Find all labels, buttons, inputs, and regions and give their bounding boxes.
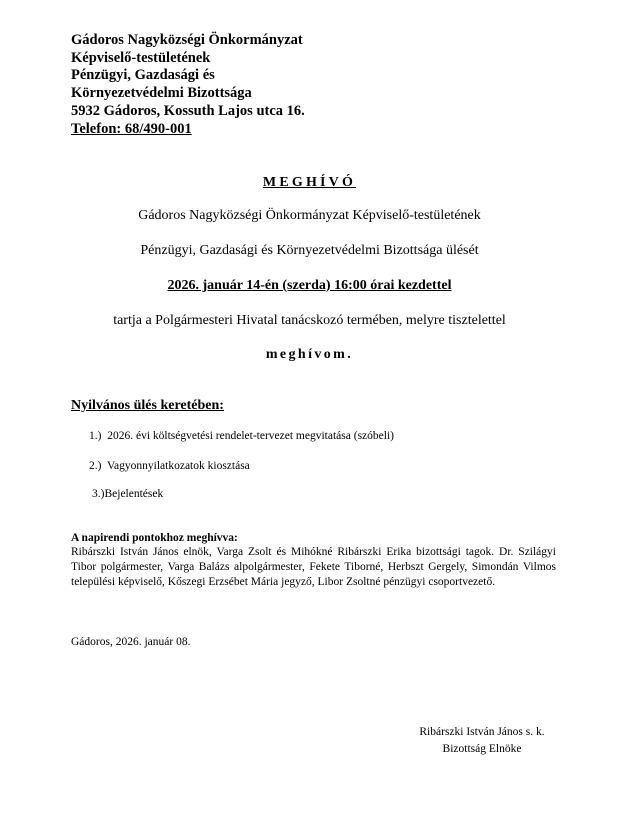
agenda-item-text: Bejelentések xyxy=(104,488,164,500)
letterhead-line-2: Képviselő-testületének xyxy=(71,49,211,66)
closing-word: meghívom. xyxy=(265,347,354,362)
agenda-item xyxy=(89,430,394,442)
letterhead-address: 5932 Gádoros, Kossuth Lajos utca 16. xyxy=(71,102,305,119)
agenda-item xyxy=(92,488,163,500)
place-date: Gádoros, 2026. január 08. xyxy=(71,636,191,648)
body-line-2: Pénzügyi, Gazdasági és Környezetvédelmi Bizottsága ülését xyxy=(140,243,479,258)
letterhead-line-3: Pénzügyi, Gazdasági és xyxy=(71,67,215,84)
letterhead-line-4: Környezetvédelmi Bizottsága xyxy=(71,85,252,102)
meeting-datetime: 2026. január 14-én (szerda) 16:00 órai kezdettel xyxy=(167,278,452,293)
agenda-item xyxy=(89,460,250,472)
invited-heading: A napirendi pontokhoz meghívva: xyxy=(71,532,238,544)
document-title: MEGHÍVÓ xyxy=(262,175,357,190)
section-title: Nyilvános ülés keretében: xyxy=(71,398,224,413)
agenda-item-number: 1.) xyxy=(89,430,102,442)
body-line-4: tartja a Polgármesteri Hivatal tanácskozó termében, melyre tisztelettel xyxy=(113,313,506,328)
signature-block xyxy=(392,724,572,758)
signatory-role: Bizottság Elnöke xyxy=(442,743,522,755)
agenda-item-text: Vagyonnyilatkozatok kiosztása xyxy=(107,460,250,472)
signatory-name: Ribárszki István János s. k. xyxy=(419,726,545,738)
body-line-1: Gádoros Nagyközségi Önkormányzat Képviselő-testületének xyxy=(138,208,481,223)
letterhead xyxy=(71,32,431,138)
letterhead-line-1: Gádoros Nagyközségi Önkormányzat xyxy=(71,32,303,48)
invited-list: Ribárszki István János elnök, Varga Zsolt és Mihókné Ribárszki Erika bizottsági tagok. Dr. Szilágyi Tibor polgármester, Varga Balázs alpolgármester, Fekete Tiborné, Herbszt Gergely, Simondán Vilmos települési képviselő, Kőszegi Erzsébet Mária jegyző, Libor Zsoltné pénzügyi csoportvezető. xyxy=(71,546,556,588)
agenda-item-number: 3.) xyxy=(92,488,105,500)
agenda-item-number: 2.) xyxy=(89,460,102,472)
agenda-item-text: 2026. évi költségvetési rendelet-tervezet megvitatása (szóbeli) xyxy=(107,430,394,442)
letterhead-phone: Telefon: 68/490-001 xyxy=(71,120,192,137)
